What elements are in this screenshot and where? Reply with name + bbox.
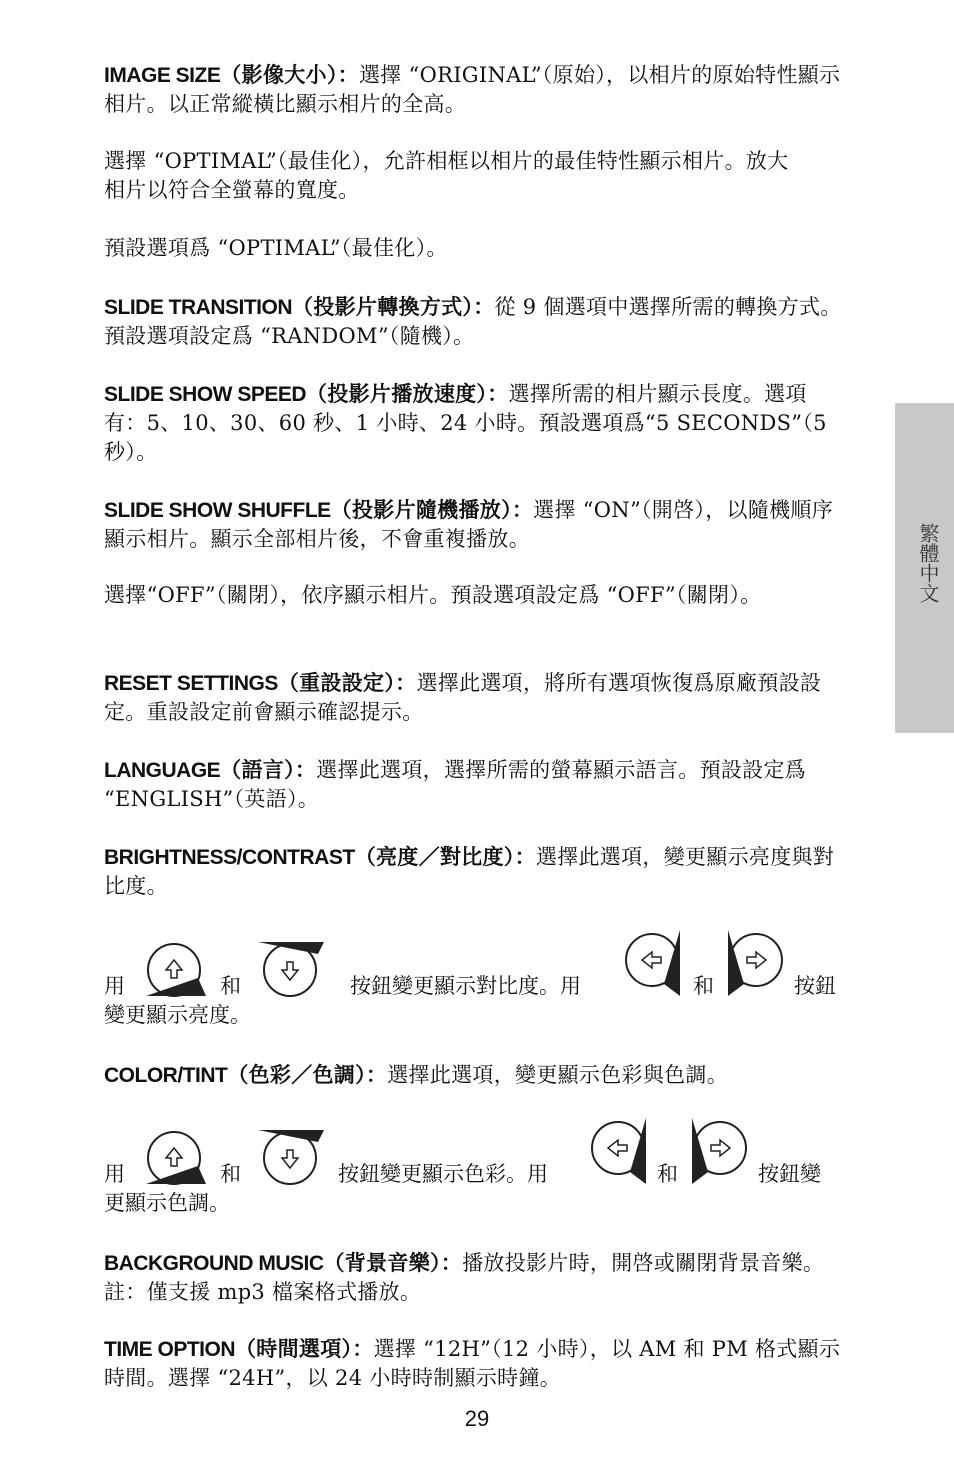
color-row-mid-label: 按鈕變更顯示色彩。用 <box>338 1162 548 1186</box>
language-heading: LANGUAGE <box>104 759 221 782</box>
left-arrow-button-icon <box>590 1118 650 1188</box>
image-size-body: 選擇 “ORIGINAL”（原始），以相片的原始特性顯示相片。以正常縱橫比顯示相片的全高。 <box>104 63 841 116</box>
slide-show-shuffle-paragraph-2: 選擇“OFF”（關閉），依序顯示相片。預設選項設定爲 “OFF”（關閉）。 <box>104 583 762 607</box>
time-option-heading-zh: （時間選項）： <box>235 1336 374 1361</box>
color-button-row <box>104 1118 849 1218</box>
slide-transition-body: 從 9 個選項中選擇所需的轉換方式。預設選項設定爲 “RANDOM”（隨機）。 <box>104 295 842 348</box>
image-size-heading-zh: （影像大小）： <box>220 62 359 87</box>
brightness-contrast-heading-zh: （亮度／對比度）： <box>354 844 536 869</box>
row-line2-label: 變更顯示亮度。 <box>104 1003 251 1027</box>
slide-show-shuffle-heading: SLIDE SHOW SHUFFLE <box>104 499 331 522</box>
time-option-body: 選擇 “12H”（12 小時），以 AM 和 PM 格式顯示時間。選擇 “24H”，以 24 小時時制顯示時鐘。 <box>104 1337 841 1390</box>
color-row-line2-label: 更顯示色調。 <box>104 1191 230 1215</box>
reset-settings-heading: RESET SETTINGS <box>104 672 278 695</box>
reset-settings-paragraph <box>104 668 849 727</box>
slide-transition-heading: SLIDE TRANSITION <box>104 296 293 319</box>
row-use-label: 用 <box>104 974 125 998</box>
down-arrow-button-icon <box>256 940 326 1000</box>
slide-show-speed-paragraph <box>104 379 849 467</box>
color-tint-body: 選擇此選項，變更顯示色彩與色調。 <box>387 1063 729 1087</box>
up-arrow-button-icon <box>144 1128 208 1188</box>
up-arrow-button-icon <box>144 940 208 1000</box>
brightness-contrast-paragraph <box>104 842 849 901</box>
page-number: 29 <box>464 1406 490 1431</box>
slide-show-shuffle-body: 選擇 “ON”（開啓），以隨機順序顯示相片。顯示全部相片後，不會重複播放。 <box>104 498 834 551</box>
color-row-end-label: 按鈕變 <box>758 1162 821 1186</box>
image-size-paragraph-2: 選擇 “OPTIMAL”（最佳化），允許相框以相片的最佳特性顯示相片。放大相片以符合全螢幕的寬度。 <box>104 149 789 202</box>
row-mid-label: 按鈕變更顯示對比度。用 <box>350 974 581 998</box>
slide-show-shuffle-heading-zh: （投影片隨機播放）： <box>330 497 534 522</box>
side-tab-label: 繁體中文 <box>916 523 940 603</box>
language-paragraph <box>104 755 849 814</box>
row-and-label-1: 和 <box>220 974 241 998</box>
left-arrow-button-icon <box>624 930 684 1000</box>
background-music-paragraph <box>104 1248 849 1307</box>
color-row-and-label-2: 和 <box>657 1162 678 1186</box>
slide-transition-paragraph <box>104 292 849 351</box>
row-and-label-2: 和 <box>693 974 714 998</box>
row-end-label: 按鈕 <box>794 974 836 998</box>
language-heading-zh: （語言）： <box>220 757 317 782</box>
slide-transition-heading-zh: （投影片轉換方式）： <box>292 294 495 319</box>
brightness-contrast-heading: BRIGHTNESS/CONTRAST <box>104 846 355 869</box>
time-option-heading: TIME OPTION <box>104 1338 235 1361</box>
color-row-use-label: 用 <box>104 1162 125 1186</box>
right-arrow-button-icon <box>726 930 786 1000</box>
down-arrow-button-icon <box>256 1128 326 1188</box>
slide-show-speed-heading: SLIDE SHOW SPEED <box>104 383 307 406</box>
color-tint-heading-zh: （色彩／色調）： <box>227 1062 388 1087</box>
slide-show-speed-heading-zh: （投影片播放速度）： <box>306 381 509 406</box>
background-music-heading: BACKGROUND MUSIC <box>104 1252 324 1275</box>
language-side-tab <box>895 403 954 733</box>
color-row-and-label-1: 和 <box>220 1162 241 1186</box>
reset-settings-heading-zh: （重設設定）： <box>277 670 417 695</box>
image-size-paragraph <box>104 60 849 119</box>
language-body: 選擇此選項，選擇所需的螢幕顯示語言。預設設定爲 “ENGLISH”（英語）。 <box>104 758 807 811</box>
image-size-heading: IMAGE SIZE <box>104 64 221 87</box>
slide-show-shuffle-paragraph <box>104 495 849 554</box>
slide-show-speed-body: 選擇所需的相片顯示長度。選項有：5、10、30、60 秒、1 小時、24 小時。預設選項爲“5 SECONDS”（5 秒）。 <box>104 382 827 464</box>
right-arrow-button-icon <box>690 1118 750 1188</box>
reset-settings-body: 選擇此選項，將所有選項恢復爲原廠預設設定。重設設定前會顯示確認提示。 <box>104 671 822 724</box>
image-size-default: 預設選項爲 “OPTIMAL”（最佳化）。 <box>104 236 448 260</box>
background-music-body: 播放投影片時，開啓或關閉背景音樂。註：僅支援 mp3 檔案格式播放。 <box>104 1251 825 1304</box>
color-tint-paragraph <box>104 1060 849 1090</box>
brightness-contrast-body: 選擇此選項，變更顯示亮度與對比度。 <box>104 845 835 898</box>
color-tint-heading: COLOR/TINT <box>104 1064 228 1087</box>
background-music-heading-zh: （背景音樂）： <box>323 1250 463 1275</box>
time-option-paragraph <box>104 1334 849 1393</box>
brightness-button-row <box>104 930 849 1030</box>
